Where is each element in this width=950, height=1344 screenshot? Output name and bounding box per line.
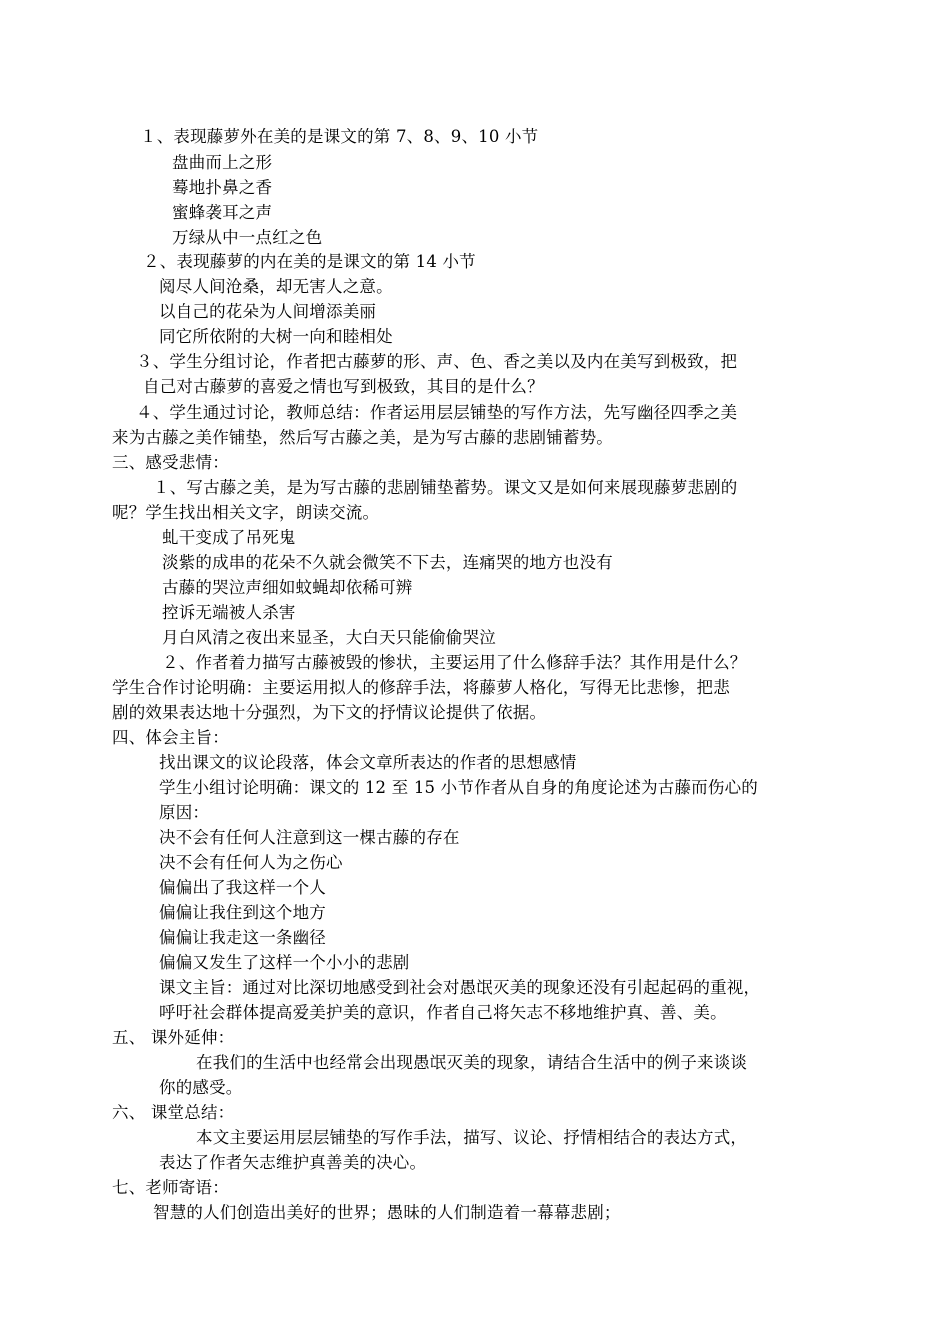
tragedy-line-5: 月白风清之夜出来显圣，大白天只能偷偷哭泣	[162, 628, 496, 647]
section-3-point-1: １、写古藤之美，是为写古藤的悲剧铺垫蓄势。课文又是如何来展现藤萝悲剧的	[153, 478, 738, 497]
section-3-point-2: ２、作者着力描写古藤被毁的惨状，主要运用了什么修辞手法？其作用是什么？	[162, 653, 747, 672]
theme-line-1: 课文主旨：通过对比深切地感受到社会对愚氓灭美的现象还没有引起起码的重视，	[159, 978, 761, 997]
outer-beauty-shape: 盘曲而上之形	[172, 153, 273, 172]
section-7-line-1: 智慧的人们创造出美好的世界；愚昧的人们制造着一幕幕悲剧；	[153, 1203, 621, 1222]
inner-beauty-line-1: 阅尽人间沧桑，却无害人之意。	[159, 277, 393, 296]
reason-line-3: 偏偏出了我这样一个人	[159, 878, 326, 897]
point-4-summary-cont: 来为古藤之美作铺垫，然后写古藤之美，是为写古藤的悲剧铺蓄势。	[112, 428, 613, 447]
tragedy-line-2: 淡紫的成串的花朵不久就会微笑不下去，连痛哭的地方也没有	[162, 553, 613, 572]
inner-beauty-line-2: 以自己的花朵为人间增添美丽	[159, 302, 377, 321]
reason-line-1: 决不会有任何人注意到这一棵古藤的存在	[159, 828, 460, 847]
tragedy-line-4: 控诉无端被人杀害	[162, 603, 296, 622]
section-7-heading: 七、老师寄语：	[112, 1178, 229, 1197]
point-3-discussion-cont: 自己对古藤萝的喜爱之情也写到极致，其目的是什么？	[143, 377, 544, 396]
section-6-heading: 六、 课堂总结：	[112, 1103, 235, 1122]
section-5-heading: 五、 课外延伸：	[112, 1028, 235, 1047]
inner-beauty-line-3: 同它所依附的大树一向和睦相处	[159, 327, 393, 346]
outer-beauty-sound: 蜜蜂袭耳之声	[172, 203, 273, 222]
section-4-line-3: 原因：	[159, 803, 210, 822]
section-5-line-2: 你的感受。	[159, 1078, 243, 1097]
point-1-outer-beauty: １、表现藤萝外在美的是课文的第 7、8、9、10 小节	[140, 127, 539, 146]
section-4-heading: 四、体会主旨：	[112, 728, 229, 747]
theme-line-2: 呼吁社会群体提高爱美护美的意识，作者自己将矢志不移地维护真、善、美。	[159, 1003, 727, 1022]
section-3-point-2-cont-1: 学生合作讨论明确：主要运用拟人的修辞手法，将藤萝人格化，写得无比悲惨，把悲	[112, 678, 730, 697]
outer-beauty-color: 万绿从中一点红之色	[172, 228, 323, 247]
tragedy-line-3: 古藤的哭泣声细如蚊蝇却依稀可辨	[162, 578, 413, 597]
section-6-line-1: 本文主要运用层层铺垫的写作手法，描写、议论、抒情相结合的表达方式，	[196, 1128, 748, 1147]
section-5-line-1: 在我们的生活中也经常会出现愚氓灭美的现象，请结合生活中的例子来谈谈	[196, 1053, 748, 1072]
section-3-point-1-cont: 呢？学生找出相关文字，朗读交流。	[112, 503, 380, 522]
section-3-point-2-cont-2: 剧的效果表达地十分强烈，为下文的抒情议论提供了依据。	[112, 703, 547, 722]
outer-beauty-fragrance: 蓦地扑鼻之香	[172, 178, 273, 197]
section-6-line-2: 表达了作者矢志维护真善美的决心。	[159, 1153, 427, 1172]
section-3-heading: 三、感受悲情：	[112, 453, 229, 472]
point-3-discussion: ３、学生分组讨论，作者把古藤萝的形、声、色、香之美以及内在美写到极致，把	[136, 352, 738, 371]
section-4-line-2: 学生小组讨论明确：课文的 12 至 15 小节作者从自身的角度论述为古藤而伤心的	[159, 778, 758, 797]
tragedy-line-1: 虬干变成了吊死鬼	[162, 528, 296, 547]
point-4-summary: ４、学生通过讨论，教师总结：作者运用层层铺垫的写作方法，先写幽径四季之美	[136, 403, 738, 422]
point-2-inner-beauty: ２、表现藤萝的内在美的是课文的第 14 小节	[143, 252, 476, 271]
reason-line-5: 偏偏让我走这一条幽径	[159, 928, 326, 947]
section-4-line-1: 找出课文的议论段落，体会文章所表达的作者的思想感情	[159, 753, 577, 772]
reason-line-2: 决不会有任何人为之伤心	[159, 853, 343, 872]
reason-line-6: 偏偏又发生了这样一个小小的悲剧	[159, 953, 410, 972]
reason-line-4: 偏偏让我住到这个地方	[159, 903, 326, 922]
